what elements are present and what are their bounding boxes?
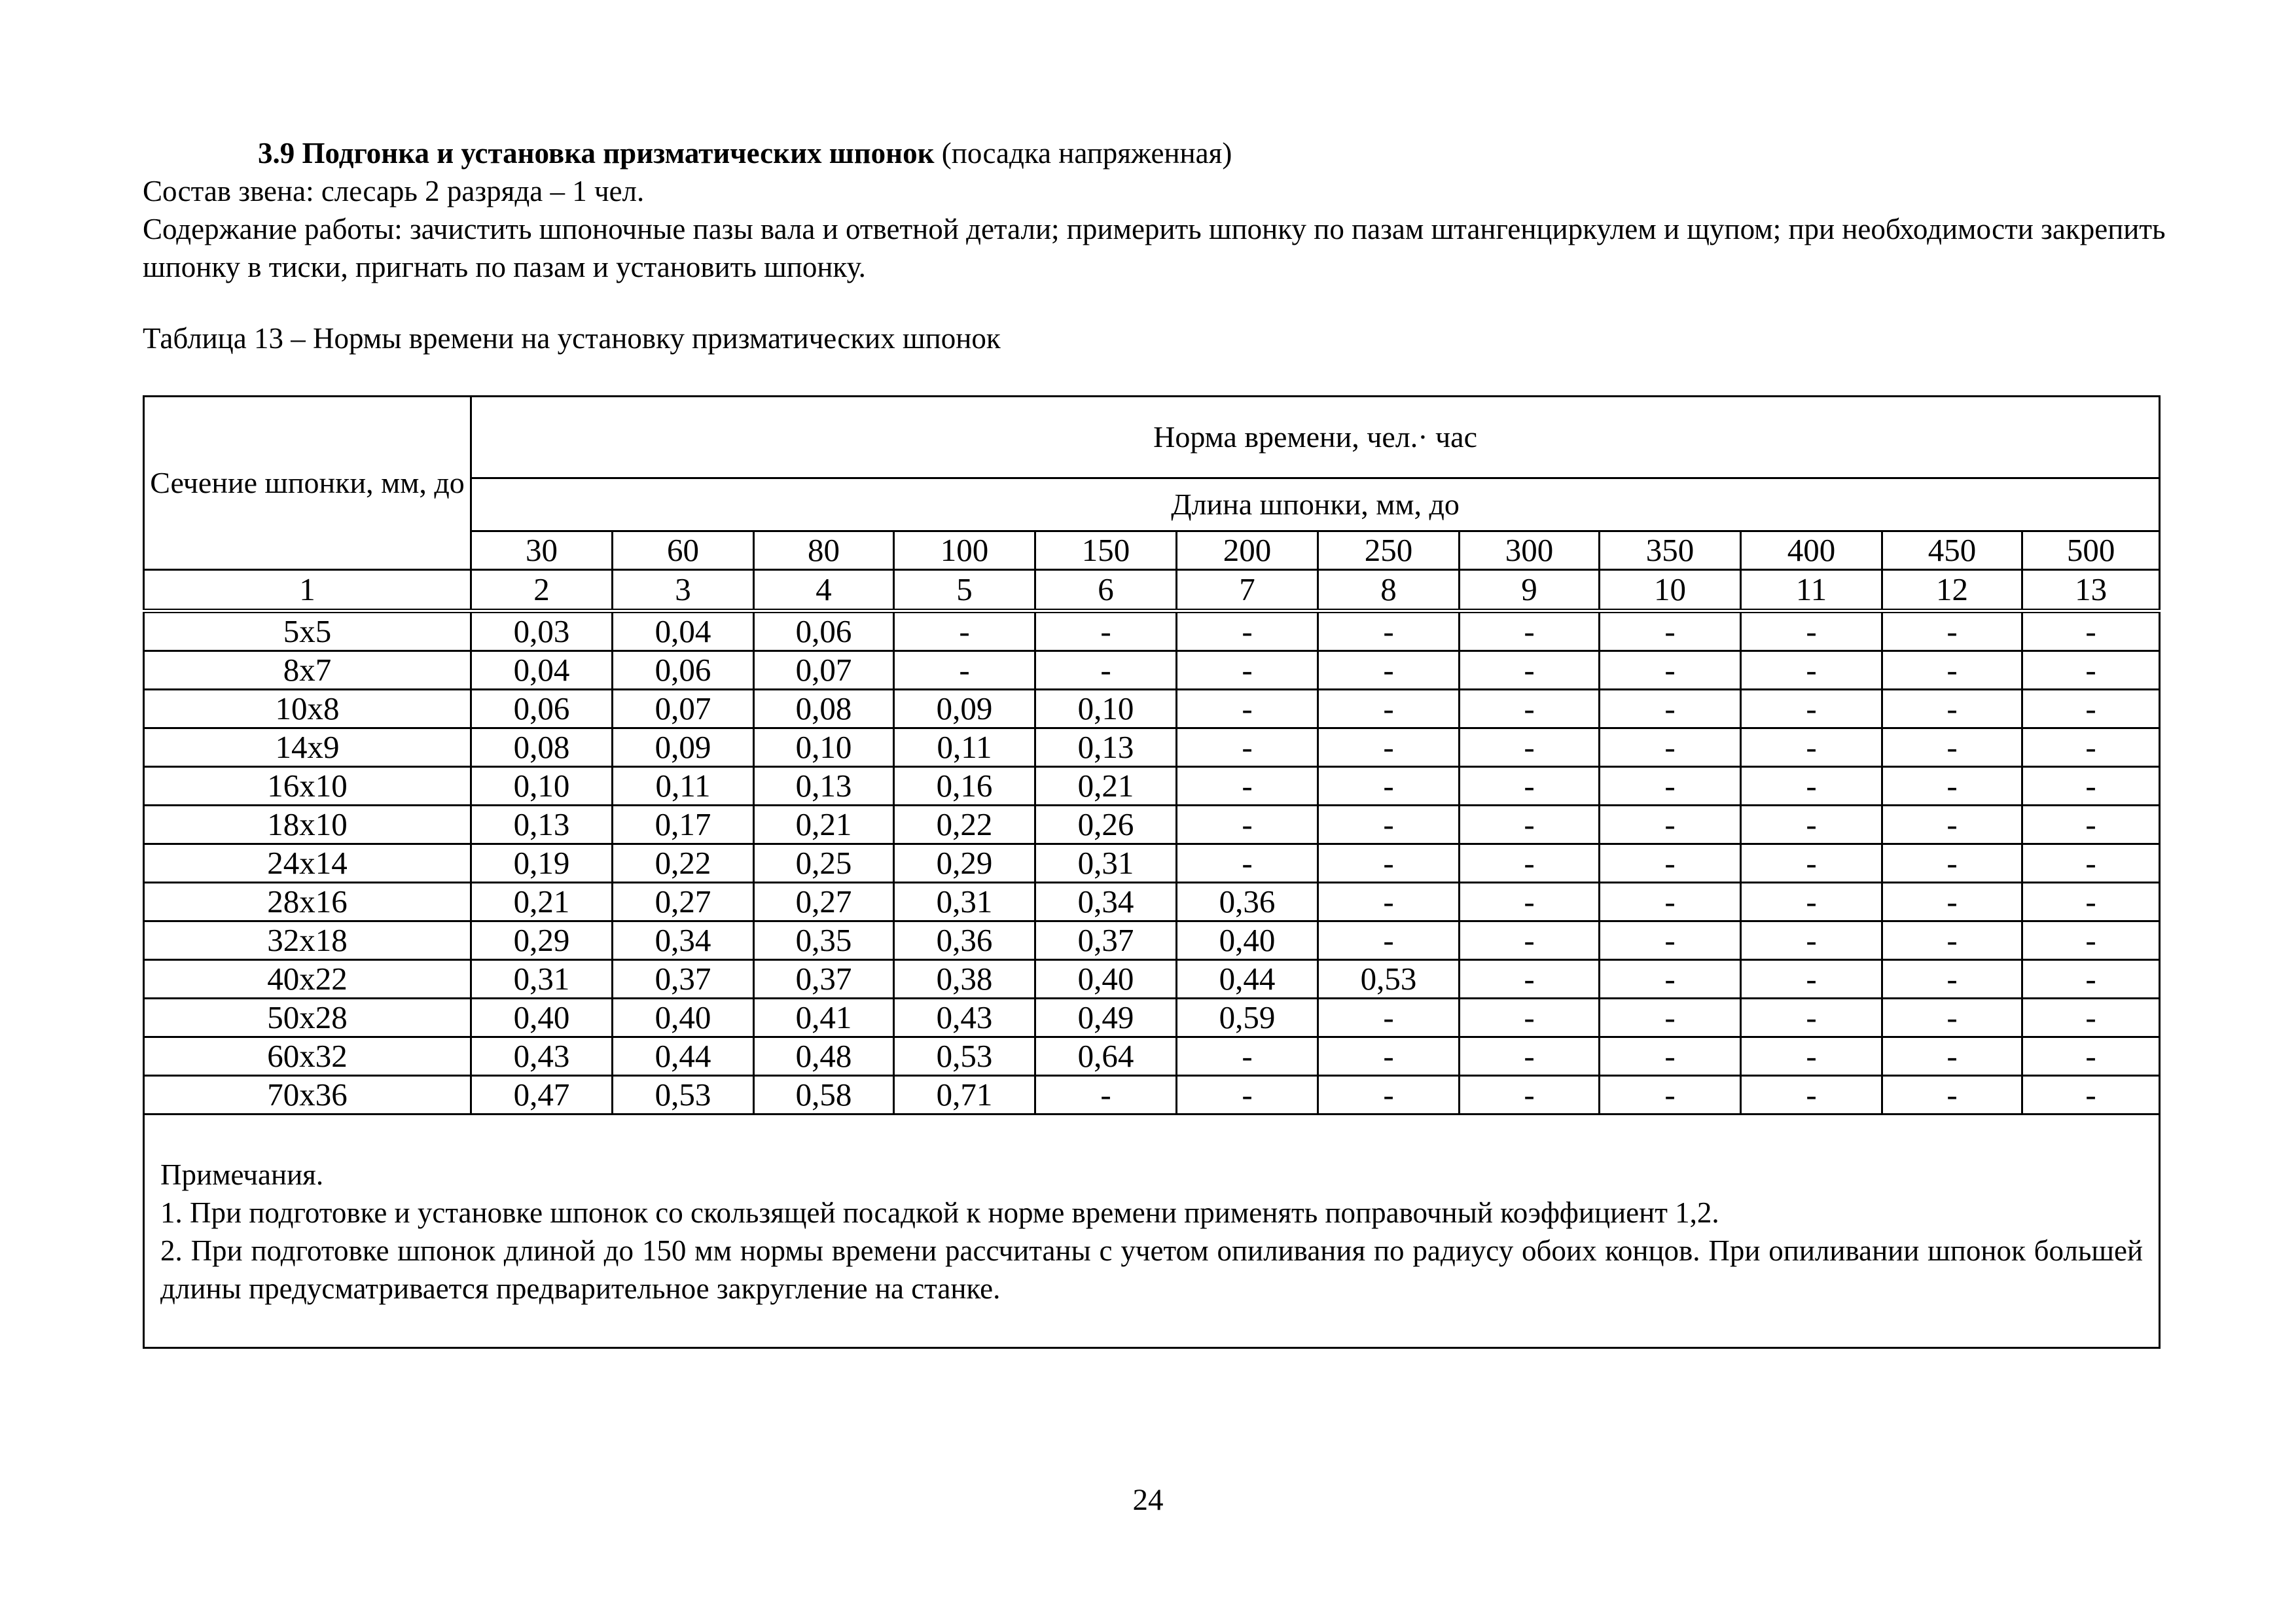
norm-value-cell: 0,38 — [894, 960, 1035, 999]
norm-value-cell: 0,06 — [613, 651, 754, 690]
length-header-cell: 250 — [1318, 531, 1460, 570]
section-heading-bold: 3.9 Подгонка и установка призматических шпонок — [258, 137, 935, 169]
norm-value-cell: - — [1741, 728, 1882, 767]
norm-value-cell: 0,04 — [613, 611, 754, 651]
norm-value-cell: - — [1318, 767, 1460, 806]
norm-value-cell: - — [1600, 728, 1741, 767]
norm-value-cell: 0,53 — [894, 1037, 1035, 1076]
note-2: 2. При подготовке шпонок длиной до 150 мм нормы времени рассчитаны с учетом опиливания по радиусу обоих концов. При опиливании шпонок большей длины предусматривается предварительное закругление на станке. — [160, 1234, 2144, 1305]
norm-value-cell: - — [1600, 999, 1741, 1037]
section-cell: 60x32 — [144, 1037, 471, 1076]
column-number-cell: 3 — [613, 570, 754, 611]
column-number-cell: 13 — [2022, 570, 2160, 611]
norm-value-cell: 0,64 — [1035, 1037, 1177, 1076]
norm-value-cell: 0,13 — [754, 767, 894, 806]
norm-value-cell: - — [1460, 1037, 1600, 1076]
norm-value-cell: 0,37 — [613, 960, 754, 999]
norm-value-cell: - — [1741, 611, 1882, 651]
norm-value-cell: 0,37 — [754, 960, 894, 999]
norm-value-cell: - — [1460, 960, 1600, 999]
norm-value-cell: - — [2022, 728, 2160, 767]
norm-value-cell: - — [1882, 1037, 2022, 1076]
length-header-cell: 300 — [1460, 531, 1600, 570]
length-header-cell: 60 — [613, 531, 754, 570]
section-heading — [143, 134, 2172, 172]
norm-value-cell: - — [1460, 1076, 1600, 1115]
norm-value-cell: - — [1318, 806, 1460, 844]
norm-value-cell: - — [1177, 806, 1318, 844]
norm-value-cell: - — [1882, 960, 2022, 999]
norm-value-cell: 0,22 — [613, 844, 754, 883]
norm-value-cell: 0,43 — [894, 999, 1035, 1037]
norm-value-cell: - — [1177, 844, 1318, 883]
length-header-cell: 500 — [2022, 531, 2160, 570]
norm-value-cell: - — [1882, 921, 2022, 960]
header-row-norm — [144, 397, 2160, 478]
norm-value-cell: 0,06 — [754, 611, 894, 651]
notes-title: Примечания. — [160, 1158, 324, 1191]
norm-value-cell: - — [1741, 1076, 1882, 1115]
table-row — [144, 651, 2160, 690]
norm-value-cell: - — [1882, 844, 2022, 883]
column-number-cell: 7 — [1177, 570, 1318, 611]
norm-value-cell: 0,44 — [613, 1037, 754, 1076]
section-cell: 5x5 — [144, 611, 471, 651]
norm-value-cell: 0,58 — [754, 1076, 894, 1115]
norm-value-cell: - — [1460, 883, 1600, 921]
norm-value-cell: 0,35 — [754, 921, 894, 960]
norm-value-cell: 0,37 — [1035, 921, 1177, 960]
norm-value-cell: 0,31 — [894, 883, 1035, 921]
section-cell: 28x16 — [144, 883, 471, 921]
norm-value-cell: - — [1460, 690, 1600, 728]
norm-value-cell: - — [1882, 806, 2022, 844]
norm-value-cell: - — [1741, 806, 1882, 844]
norm-value-cell: - — [1460, 999, 1600, 1037]
norm-value-cell: - — [1741, 960, 1882, 999]
norm-value-cell: - — [1741, 651, 1882, 690]
norm-value-cell: - — [1177, 1037, 1318, 1076]
table-row — [144, 960, 2160, 999]
column-numbers-row — [144, 570, 2160, 611]
column-number-cell: 6 — [1035, 570, 1177, 611]
norm-value-cell: - — [1741, 999, 1882, 1037]
section-column-header: Сечение шпонки, мм, до — [144, 397, 471, 570]
norm-value-cell: - — [2022, 651, 2160, 690]
section-heading-note: (посадка напряженная) — [934, 137, 1232, 169]
norm-value-cell: - — [894, 651, 1035, 690]
norm-value-cell: - — [2022, 690, 2160, 728]
norm-value-cell: 0,36 — [894, 921, 1035, 960]
note-1: 1. При подготовке и установке шпонок со скользящей посадкой к норме времени применять поправочный коэффициент 1,2. — [160, 1196, 1719, 1229]
table-row — [144, 921, 2160, 960]
norm-value-cell: - — [1600, 767, 1741, 806]
norm-value-cell: - — [1318, 921, 1460, 960]
norm-value-cell: - — [1741, 921, 1882, 960]
norm-value-cell: 0,25 — [754, 844, 894, 883]
time-norms-table — [143, 395, 2161, 1349]
norm-value-cell: 0,41 — [754, 999, 894, 1037]
norm-value-cell: - — [1460, 844, 1600, 883]
norm-value-cell: 0,40 — [1035, 960, 1177, 999]
norm-value-cell: 0,43 — [471, 1037, 613, 1076]
norm-value-cell: - — [1177, 611, 1318, 651]
table-caption: Таблица 13 – Нормы времени на установку призматических шпонок — [143, 322, 1001, 355]
norm-value-cell: - — [1460, 806, 1600, 844]
norm-value-cell: 0,11 — [613, 767, 754, 806]
length-header-cell: 150 — [1035, 531, 1177, 570]
norm-value-cell: - — [1600, 806, 1741, 844]
section-text — [143, 134, 2172, 286]
table-row — [144, 999, 2160, 1037]
norm-value-cell: 0,40 — [1177, 921, 1318, 960]
norm-value-cell: - — [2022, 767, 2160, 806]
norm-value-cell: - — [1035, 611, 1177, 651]
norm-value-cell: - — [2022, 806, 2160, 844]
norm-value-cell: - — [1318, 651, 1460, 690]
length-header: Длина шпонки, мм, до — [471, 478, 2160, 531]
norm-value-cell: - — [2022, 921, 2160, 960]
norm-value-cell: - — [2022, 883, 2160, 921]
norm-value-cell: 0,31 — [471, 960, 613, 999]
column-number-cell: 5 — [894, 570, 1035, 611]
norm-value-cell: - — [1177, 690, 1318, 728]
column-number-cell: 10 — [1600, 570, 1741, 611]
norm-value-cell: 0,13 — [471, 806, 613, 844]
norm-value-cell: - — [1318, 844, 1460, 883]
section-cell: 16x10 — [144, 767, 471, 806]
length-header-cell: 450 — [1882, 531, 2022, 570]
norm-value-cell: - — [1460, 767, 1600, 806]
column-number-cell: 9 — [1460, 570, 1600, 611]
norm-value-cell: - — [1741, 883, 1882, 921]
norm-value-cell: 0,44 — [1177, 960, 1318, 999]
length-header-cell: 200 — [1177, 531, 1318, 570]
norm-value-cell: - — [1318, 999, 1460, 1037]
norm-value-cell: 0,48 — [754, 1037, 894, 1076]
norm-value-cell: 0,06 — [471, 690, 613, 728]
norm-value-cell: - — [1741, 1037, 1882, 1076]
table-row — [144, 806, 2160, 844]
norm-value-cell: - — [1600, 690, 1741, 728]
section-cell: 50x28 — [144, 999, 471, 1037]
norm-value-cell: 0,17 — [613, 806, 754, 844]
norm-value-cell: 0,19 — [471, 844, 613, 883]
norm-value-cell: 0,21 — [471, 883, 613, 921]
norm-value-cell: - — [2022, 844, 2160, 883]
norm-value-cell: - — [1600, 1076, 1741, 1115]
norm-value-cell: 0,03 — [471, 611, 613, 651]
section-cell: 18x10 — [144, 806, 471, 844]
norm-value-cell: - — [1600, 651, 1741, 690]
norm-value-cell: 0,71 — [894, 1076, 1035, 1115]
norm-value-cell: 0,36 — [1177, 883, 1318, 921]
section-cell: 40x22 — [144, 960, 471, 999]
norm-value-cell: - — [1318, 1037, 1460, 1076]
norm-value-cell: 0,10 — [1035, 690, 1177, 728]
norm-value-cell: - — [1600, 1037, 1741, 1076]
norm-value-cell: 0,09 — [613, 728, 754, 767]
work-content: Содержание работы: зачистить шпоночные пазы вала и ответной детали; примерить шпонку по пазам штангенциркулем и щупом; при необходимости закрепить шпонку в тиски, пригнать по пазам и установить шпонку. — [143, 213, 2166, 283]
norm-value-cell: - — [2022, 960, 2160, 999]
norm-value-cell: 0,10 — [754, 728, 894, 767]
column-number-cell: 12 — [1882, 570, 2022, 611]
column-number-cell: 11 — [1741, 570, 1882, 611]
table-row — [144, 728, 2160, 767]
norm-value-cell: - — [1460, 921, 1600, 960]
column-number-cell: 8 — [1318, 570, 1460, 611]
length-header-cell: 80 — [754, 531, 894, 570]
norm-value-cell: 0,16 — [894, 767, 1035, 806]
norm-value-cell: - — [1177, 651, 1318, 690]
norm-value-cell: - — [1318, 690, 1460, 728]
norm-value-cell: - — [1318, 611, 1460, 651]
section-cell: 10x8 — [144, 690, 471, 728]
norm-value-cell: - — [1882, 611, 2022, 651]
norm-value-cell: - — [1035, 1076, 1177, 1115]
norm-value-cell: - — [2022, 1037, 2160, 1076]
norm-value-cell: 0,07 — [613, 690, 754, 728]
section-cell: 14x9 — [144, 728, 471, 767]
norm-value-cell: - — [1882, 728, 2022, 767]
norm-value-cell: 0,04 — [471, 651, 613, 690]
norm-value-cell: 0,07 — [754, 651, 894, 690]
norm-value-cell: - — [2022, 611, 2160, 651]
norm-value-cell: - — [1600, 883, 1741, 921]
section-cell: 24x14 — [144, 844, 471, 883]
norm-value-cell: 0,53 — [613, 1076, 754, 1115]
norm-value-cell: 0,31 — [1035, 844, 1177, 883]
norm-value-cell: - — [1741, 690, 1882, 728]
norm-value-cell: - — [1741, 767, 1882, 806]
table-row — [144, 1076, 2160, 1115]
length-header-cell: 350 — [1600, 531, 1741, 570]
norm-value-cell: 0,47 — [471, 1076, 613, 1115]
length-header-cell: 100 — [894, 531, 1035, 570]
norm-value-cell: 0,21 — [1035, 767, 1177, 806]
norm-value-cell: - — [1177, 767, 1318, 806]
norm-value-cell: - — [1600, 611, 1741, 651]
notes-row — [144, 1115, 2160, 1348]
norm-value-cell: 0,09 — [894, 690, 1035, 728]
page-number: 24 — [1132, 1483, 1164, 1517]
norm-value-cell: 0,22 — [894, 806, 1035, 844]
section-cell: 32x18 — [144, 921, 471, 960]
norm-value-cell: 0,53 — [1318, 960, 1460, 999]
section-cell: 70x36 — [144, 1076, 471, 1115]
column-number-cell: 1 — [144, 570, 471, 611]
norm-value-cell: 0,21 — [754, 806, 894, 844]
norm-value-cell: 0,29 — [471, 921, 613, 960]
norm-value-cell: - — [2022, 999, 2160, 1037]
norm-value-cell: - — [1318, 883, 1460, 921]
norm-value-cell: - — [1882, 767, 2022, 806]
norm-value-cell: 0,40 — [471, 999, 613, 1037]
norm-value-cell: - — [1177, 728, 1318, 767]
table-row — [144, 883, 2160, 921]
norm-value-cell: - — [1177, 1076, 1318, 1115]
norm-value-cell: - — [1741, 844, 1882, 883]
notes-cell — [144, 1115, 2160, 1348]
table-row — [144, 690, 2160, 728]
table-row — [144, 611, 2160, 651]
norm-value-cell: 0,34 — [1035, 883, 1177, 921]
norm-value-cell: 0,34 — [613, 921, 754, 960]
norm-value-cell: - — [1882, 999, 2022, 1037]
norm-value-cell: - — [1460, 651, 1600, 690]
norm-value-cell: 0,27 — [754, 883, 894, 921]
norm-value-cell: - — [1882, 883, 2022, 921]
norm-value-cell: - — [1882, 1076, 2022, 1115]
norm-value-cell: - — [1600, 921, 1741, 960]
norm-value-cell: - — [1318, 728, 1460, 767]
norm-value-cell: - — [894, 611, 1035, 651]
length-header-cell: 400 — [1741, 531, 1882, 570]
norm-value-cell: 0,29 — [894, 844, 1035, 883]
norm-value-cell: - — [1318, 1076, 1460, 1115]
norm-value-cell: 0,11 — [894, 728, 1035, 767]
norm-value-cell: 0,27 — [613, 883, 754, 921]
norm-value-cell: - — [1460, 728, 1600, 767]
table-row — [144, 844, 2160, 883]
length-header-cell: 30 — [471, 531, 613, 570]
table-row — [144, 767, 2160, 806]
column-number-cell: 2 — [471, 570, 613, 611]
norm-value-cell: 0,08 — [754, 690, 894, 728]
table-row — [144, 1037, 2160, 1076]
norm-value-cell: - — [1600, 844, 1741, 883]
norm-value-cell: 0,26 — [1035, 806, 1177, 844]
norm-value-cell: - — [1035, 651, 1177, 690]
norm-value-cell: 0,40 — [613, 999, 754, 1037]
norm-value-cell: - — [1460, 611, 1600, 651]
norm-value-cell: 0,59 — [1177, 999, 1318, 1037]
column-number-cell: 4 — [754, 570, 894, 611]
norm-value-cell: - — [2022, 1076, 2160, 1115]
norm-value-cell: 0,10 — [471, 767, 613, 806]
norm-header: Норма времени, чел.· час — [471, 397, 2160, 478]
norm-value-cell: - — [1882, 690, 2022, 728]
norm-value-cell: - — [1600, 960, 1741, 999]
section-cell: 8x7 — [144, 651, 471, 690]
norm-value-cell: 0,08 — [471, 728, 613, 767]
crew-line: Состав звена: слесарь 2 разряда – 1 чел. — [143, 175, 645, 207]
norm-value-cell: 0,13 — [1035, 728, 1177, 767]
norm-value-cell: 0,49 — [1035, 999, 1177, 1037]
norm-value-cell: - — [1882, 651, 2022, 690]
